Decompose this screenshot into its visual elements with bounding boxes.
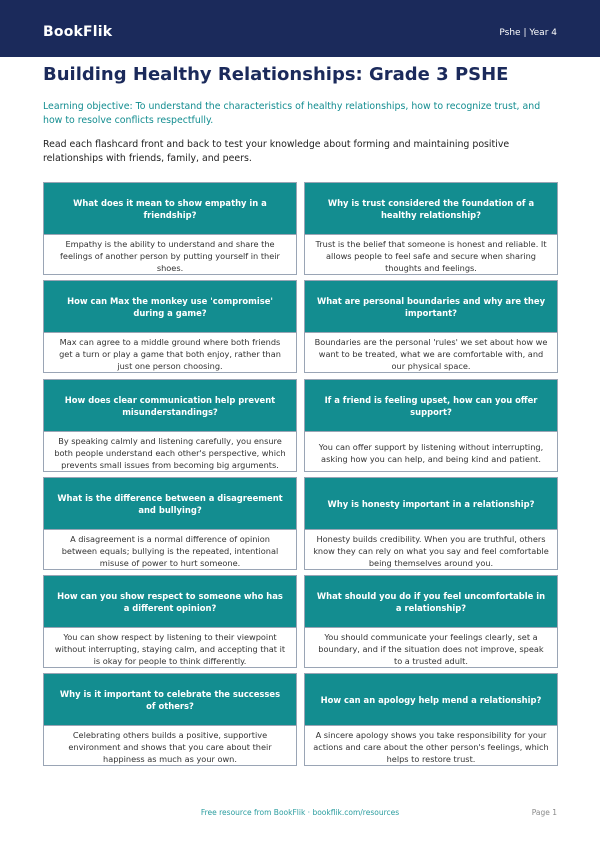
intro-text: Read each flashcard front and back to test your knowledge about forming and maintaining positive relationships with friends, family, and peers.: [43, 139, 510, 164]
flashcard[interactable]: [43, 280, 297, 373]
flashcard-front: What should you do if you feel uncomfortable in a relationship?: [305, 576, 557, 627]
flashcard-front: If a friend is feeling upset, how can you offer support?: [305, 380, 557, 431]
flashcard-back: Celebrating others builds a positive, supportive environment and shows that you care about their happiness as much as your own.: [44, 725, 296, 766]
flashcard-back: Trust is the belief that someone is honest and reliable. It allows people to feel safe and secure when sharing thoughts and feelings.: [305, 234, 557, 275]
flashcard[interactable]: [304, 673, 558, 766]
subject-year-label: Pshe | Year 4: [499, 28, 557, 38]
footer-credit[interactable]: Free resource from BookFlik · bookflik.com/resources: [200, 808, 400, 817]
flashcard-front: How can an apology help mend a relationship?: [305, 674, 557, 725]
flashcard-back: A disagreement is a normal difference of opinion between equals; bullying is the repeated, intentional misuse of power to hurt someone.: [44, 529, 296, 570]
flashcard-back: A sincere apology shows you take responsibility for your actions and care about the other person's feelings, which helps to restore trust.: [305, 725, 557, 766]
flashcard-back: You can offer support by listening without interrupting, asking how you can help, and being kind and patient.: [305, 431, 557, 472]
brand-logo[interactable]: BookFlik: [43, 24, 113, 40]
flashcard-front: How does clear communication help prevent misunderstandings?: [44, 380, 296, 431]
flashcard-back: You should communicate your feelings clearly, set a boundary, and if the situation does not improve, speak to a trusted adult.: [305, 627, 557, 668]
flashcard[interactable]: [304, 477, 558, 570]
flashcard-front: How can Max the monkey use 'compromise' during a game?: [44, 281, 296, 332]
flashcard[interactable]: [304, 182, 558, 275]
flashcard-front: How can you show respect to someone who has a different opinion?: [44, 576, 296, 627]
flashcard-back: Honesty builds credibility. When you are truthful, others know they can rely on what you say and feel comfortable being themselves around you.: [305, 529, 557, 570]
flashcard[interactable]: [43, 379, 297, 472]
flashcard-front: What is the difference between a disagreement and bullying?: [44, 478, 296, 529]
flashcard[interactable]: [304, 379, 558, 472]
flashcard-back: Empathy is the ability to understand and share the feelings of another person by putting yourself in their shoes.: [44, 234, 296, 275]
flashcard-front: Why is honesty important in a relationship?: [305, 478, 557, 529]
flashcard[interactable]: [304, 280, 558, 373]
flashcard-back: By speaking calmly and listening carefully, you ensure both people understand each other's perspective, which prevents small issues from becoming big arguments.: [44, 431, 296, 472]
flashcard[interactable]: [43, 477, 297, 570]
flashcard-back: You can show respect by listening to their viewpoint without interrupting, staying calm, and accepting that it is okay for people to think differently.: [44, 627, 296, 668]
flashcard-back: Max can agree to a middle ground where both friends get a turn or play a game that both enjoy, rather than just one person choosing.: [44, 332, 296, 373]
page-number: Page 1: [531, 808, 557, 817]
flashcard-back: Boundaries are the personal 'rules' we set about how we want to be treated, what we are comfortable with, and our physical space.: [305, 332, 557, 373]
flashcard[interactable]: [43, 673, 297, 766]
header-bar: [0, 0, 600, 57]
flashcard[interactable]: [43, 182, 297, 275]
flashcard-front: Why is trust considered the foundation of a healthy relationship?: [305, 183, 557, 234]
flashcard-front: What are personal boundaries and why are they important?: [305, 281, 557, 332]
flashcard[interactable]: [43, 575, 297, 668]
flashcard-front: What does it mean to show empathy in a friendship?: [44, 183, 296, 234]
learning-objective: Learning objective: To understand the characteristics of healthy relationships, how to recognize trust, and how to resolve conflicts respectfully.: [43, 101, 541, 126]
page-title: Building Healthy Relationships: Grade 3 PSHE: [43, 64, 509, 85]
flashcard-front: Why is it important to celebrate the successes of others?: [44, 674, 296, 725]
flashcard[interactable]: [304, 575, 558, 668]
